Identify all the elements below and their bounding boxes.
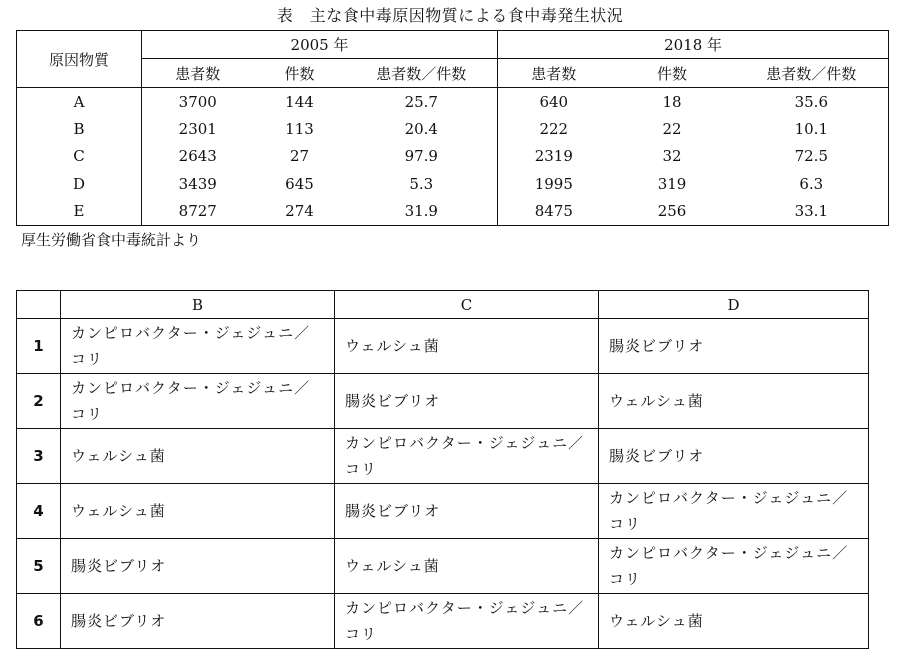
cell-patients-2018: 222 [539, 120, 569, 139]
choice-b: カンピロバクター・ジェジュニ／コリ [61, 374, 335, 429]
subheader-cases-2018: 件数 [610, 59, 735, 88]
header-number [17, 291, 61, 319]
header-year-2005: 2005 年 [142, 31, 498, 59]
row-label: C [17, 143, 142, 170]
cell-patients-2018: 8475 [534, 202, 573, 221]
table-row [17, 115, 889, 142]
cell-patients-2018: 1995 [534, 174, 573, 193]
header-b: B [61, 291, 335, 319]
choice-row [17, 374, 869, 429]
cell-ratio-2005: 5.3 [346, 170, 498, 197]
choice-c: カンピロバクター・ジェジュニ／コリ [335, 594, 599, 649]
cell-patients-2005: 3700 [178, 92, 217, 111]
choice-number: 4 [17, 484, 61, 539]
cell-ratio-2018: 6.3 [799, 174, 824, 193]
choice-c: ウェルシュ菌 [335, 539, 599, 594]
cell-ratio-2005: 31.9 [346, 198, 498, 226]
choice-b: 腸炎ビブリオ [61, 539, 335, 594]
subheader-ratio-2005: 患者数／件数 [346, 59, 498, 88]
cell-patients-2005: 2643 [178, 147, 217, 166]
choice-number: 2 [17, 374, 61, 429]
choice-c: カンピロバクター・ジェジュニ／コリ [335, 429, 599, 484]
choice-d: 腸炎ビブリオ [599, 319, 869, 374]
cell-ratio-2018: 33.1 [794, 202, 828, 221]
row-label: B [17, 115, 142, 142]
source-note: 厚生労働省食中毒統計より [21, 231, 202, 249]
choice-row [17, 539, 869, 594]
choice-row [17, 319, 869, 374]
choice-b: ウェルシュ菌 [61, 429, 335, 484]
header-c: C [335, 291, 599, 319]
table-row [17, 88, 889, 116]
choice-number: 3 [17, 429, 61, 484]
cell-patients-2005: 2301 [178, 120, 217, 139]
row-label: E [17, 198, 142, 226]
choice-row [17, 484, 869, 539]
cell-cases-2018: 319 [657, 174, 687, 193]
table-caption: 表 主な食中毒原因物質による食中毒発生状況 [276, 6, 624, 25]
cell-cases-2005: 274 [285, 202, 314, 221]
cell-patients-2005: 8727 [178, 202, 217, 221]
choice-number: 1 [17, 319, 61, 374]
choice-number: 6 [17, 594, 61, 649]
cell-cases-2005: 27 [289, 147, 310, 166]
cell-cases-2005: 113 [285, 120, 314, 139]
cell-cases-2018: 18 [662, 92, 682, 111]
choice-d: ウェルシュ菌 [599, 594, 869, 649]
row-label: A [17, 88, 142, 116]
cell-ratio-2018: 10.1 [794, 120, 828, 139]
choice-d: カンピロバクター・ジェジュニ／コリ [599, 484, 869, 539]
cell-cases-2018: 256 [657, 202, 687, 221]
cell-cases-2005: 645 [285, 174, 314, 193]
table-row [17, 198, 889, 226]
table-row [17, 170, 889, 197]
choice-d: ウェルシュ菌 [599, 374, 869, 429]
choice-d: 腸炎ビブリオ [599, 429, 869, 484]
choice-b: ウェルシュ菌 [61, 484, 335, 539]
cell-patients-2018: 2319 [534, 147, 573, 166]
choice-b: 腸炎ビブリオ [61, 594, 335, 649]
header-year-2018: 2018 年 [498, 31, 889, 59]
subheader-patients-2005: 患者数 [142, 59, 254, 88]
choice-d: カンピロバクター・ジェジュニ／コリ [599, 539, 869, 594]
cell-patients-2005: 3439 [178, 174, 217, 193]
choice-number: 5 [17, 539, 61, 594]
subheader-ratio-2018: 患者数／件数 [735, 59, 889, 88]
choice-b: カンピロバクター・ジェジュニ／コリ [61, 319, 335, 374]
subheader-cases-2005: 件数 [254, 59, 346, 88]
cell-ratio-2018: 35.6 [794, 92, 828, 111]
cell-ratio-2018: 72.5 [794, 147, 828, 166]
header-cause-substance: 原因物質 [17, 31, 142, 88]
cell-ratio-2005: 25.7 [346, 88, 498, 116]
subheader-patients-2018: 患者数 [498, 59, 610, 88]
choice-c: ウェルシュ菌 [335, 319, 599, 374]
cell-cases-2005: 144 [285, 92, 314, 111]
choice-row [17, 429, 869, 484]
cell-patients-2018: 640 [539, 92, 569, 111]
choice-c: 腸炎ビブリオ [335, 374, 599, 429]
header-d: D [599, 291, 869, 319]
table-row [17, 143, 889, 170]
cell-ratio-2005: 20.4 [346, 115, 498, 142]
cell-cases-2018: 32 [662, 147, 682, 166]
choice-row [17, 594, 869, 649]
cell-ratio-2005: 97.9 [346, 143, 498, 170]
choice-c: 腸炎ビブリオ [335, 484, 599, 539]
cell-cases-2018: 22 [662, 120, 682, 139]
food-poisoning-stats-table [16, 30, 889, 226]
answer-choices-table [16, 290, 869, 649]
row-label: D [17, 170, 142, 197]
